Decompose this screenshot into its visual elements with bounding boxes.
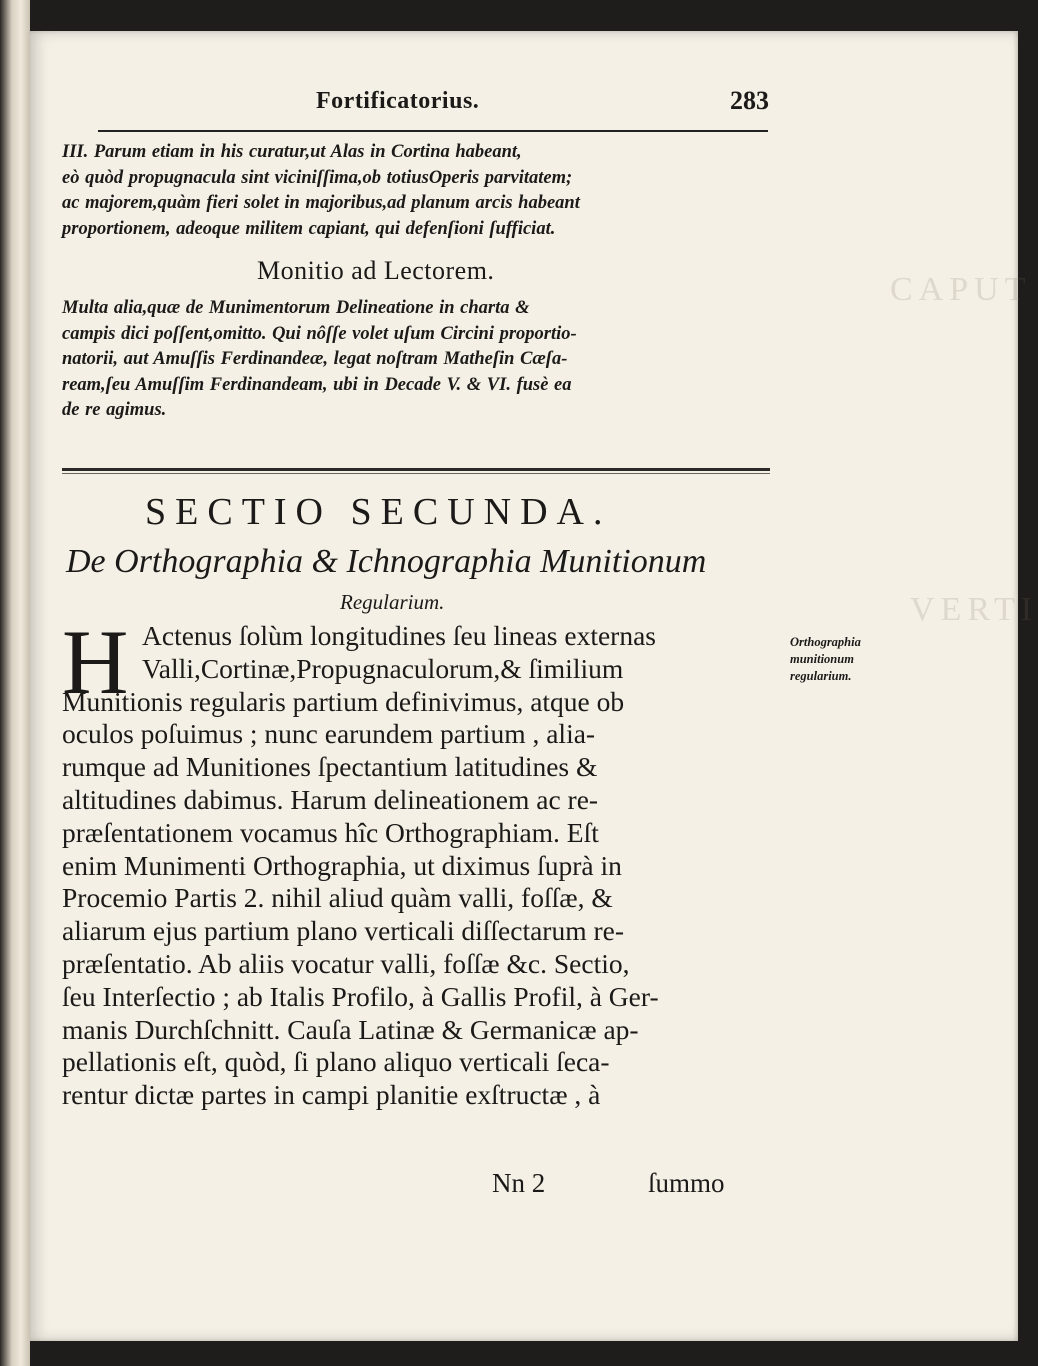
section-title: SECTIO SECUNDA. (145, 491, 612, 533)
section-divider-thin (62, 473, 770, 474)
body-line: præſentatio. Ab aliis vocatur valli, foſſæ &c. Sectio, (62, 947, 630, 979)
body-line: aliarum ejus partium plano verticali diſſectarum re- (62, 915, 625, 947)
section-subtitle: De Orthographia & Ichnographia Munitionum (66, 543, 707, 580)
note-line: ac majorem,quàm fieri solet in majoribus,ad planum arcis habeant (62, 193, 580, 213)
note-iii (62, 140, 786, 242)
body-line: rentur dictæ partes in campi planitie exſtructæ , à (62, 1079, 601, 1111)
note-line: eò quòd propugnacula sint viciniſſima,ob totiusOperis parvitatem; (62, 167, 573, 188)
signature-mark: Nn 2 (492, 1168, 546, 1198)
body-line: altitudines dabimus. Harum delineationem ac re- (62, 783, 599, 815)
monitio-line: ream,ſeu Amuſſim Ferdinandeam, ubi in Decade V. & VI. fusè ea (62, 374, 572, 395)
monitio-line: de re agimus. (62, 400, 167, 420)
body-line: rumque ad Munitiones ſpectantium latitudines & (62, 751, 598, 783)
monitio-text (62, 296, 786, 424)
note-line: III. Parum etiam in his curatur,ut Alas in Cortina habeant, (62, 142, 522, 162)
section-divider (62, 468, 770, 471)
bleed-through-text: CAPUT (890, 271, 1032, 308)
monitio-line: campis dici poſſent,omitto. Qui nôſſe volet uſum Circini proportio- (62, 323, 577, 344)
header-rule (98, 130, 768, 132)
left-page-edge (0, 0, 30, 1366)
monitio-line: Multa alia,quæ de Munimentorum Delineatione in charta & (62, 298, 530, 318)
body-line: Actenus ſolùm longitudines ſeu lineas externas (142, 620, 656, 651)
drop-cap: H (62, 611, 129, 713)
body-line: Valli,Cortinæ,Propugnaculorum,& ſimilium (142, 652, 624, 684)
body-line: enim Munimenti Orthographia, ut diximus ſuprà in (62, 849, 622, 881)
running-head: Fortificatorius. (316, 88, 480, 114)
body-line: ſeu Interſectio ; ab Italis Profilo, à Gallis Profil, à Ger- (62, 980, 659, 1012)
page-number: 283 (730, 86, 769, 115)
monitio-line: natorii, aut Amuſſis Ferdinandeæ, legat noſtram Matheſin Cæſa- (62, 349, 568, 369)
catchword: ſummo (648, 1168, 725, 1198)
marginal-note: Orthographia munitionum regularium. (790, 635, 861, 683)
bleed-through-text: VERTI (910, 591, 1038, 628)
body-line: Munitionis regularis partium definivimus, atque ob (62, 685, 625, 717)
body-line: manis Durchſchnitt. Cauſa Latinæ & Germanicæ ap- (62, 1013, 639, 1045)
body-text (62, 620, 782, 1112)
note-line: proportionem, adeoque militem capiant, qui defenſioni ſufficiat. (62, 218, 556, 239)
body-line: oculos poſuimus ; nunc earundem partium , alia- (62, 718, 596, 750)
section-subtitle-continued: Regularium. (340, 590, 445, 614)
body-line: præſentationem vocamus hîc Orthographiam. Eſt (62, 816, 599, 848)
body-line: pellationis eſt, quòd, ſi plano aliquo verticali ſeca- (62, 1046, 610, 1078)
monitio-title: Monitio ad Lectorem. (257, 256, 495, 285)
body-line: Procemio Partis 2. nihil aliud quàm valli, foſſæ, & (62, 882, 613, 914)
